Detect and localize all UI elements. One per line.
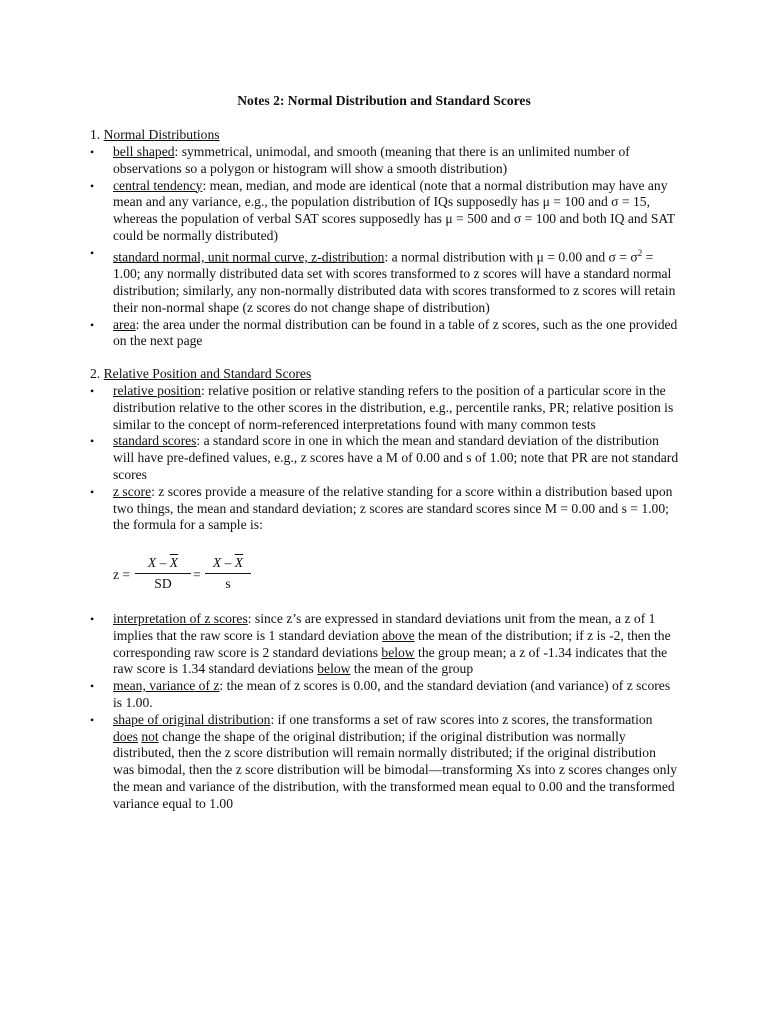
- definition: : z scores provide a measure of the relative standing for a score within a distribution based upon two things, the mean and standard deviation; z scores are standard scores since M = 0.00 and s = 1.00; the formula for a sample is:: [113, 483, 673, 533]
- bullet-icon: •: [90, 434, 95, 449]
- definition: : a standard score in one in which the mean and standard deviation of the distribution will have pre-defined values, e.g., z scores have a M of 0.00 and s of 1.00; note that PR are not standard scores: [113, 433, 679, 482]
- definition-continued: the group mean; a z of -1.34 indicates that the raw score is 1.34 standard deviations: [113, 644, 668, 677]
- bullet-list-relative-position: [90, 383, 680, 534]
- superscript: 2: [637, 247, 643, 258]
- formula-numerator: [205, 555, 251, 574]
- formula-minus: –: [221, 555, 235, 570]
- bullet-list-normal-distributions: [90, 144, 680, 350]
- emphasis: not: [141, 728, 159, 744]
- page-title: Notes 2: Normal Distribution and Standard Scores: [237, 93, 531, 108]
- definition-continued: the mean of the distribution; if z is -2, then the corresponding raw score is 2 standard deviations: [113, 627, 671, 660]
- term: shape of original distribution: [113, 711, 271, 727]
- formula-fraction-sd: [135, 555, 191, 593]
- bullet-icon: •: [90, 245, 95, 260]
- list-item: [90, 178, 680, 245]
- bullet-list-z-interpretation: [90, 611, 680, 813]
- bullet-icon: •: [90, 384, 95, 398]
- bullet-icon: •: [90, 178, 95, 193]
- term: z score: [113, 483, 152, 499]
- definition-continued: change the shape of the original distribution; if the original distribution was normally distributed, then the z score distribution will remain normally distributed; if the original distribution was bimodal, then the z score distribution will be bimodal—transforming Xs into z scores changes only the mean and variance of the distribution, with the transformed mean equal to 0.00 and the transformed variance equal to 1.00: [113, 728, 678, 811]
- formula-x: X: [212, 555, 222, 570]
- z-score-formula: [113, 555, 253, 595]
- list-item: [90, 245, 680, 317]
- formula-equals: =: [193, 567, 201, 582]
- formula-xbar: $\overline{X}$: [169, 555, 179, 570]
- term: bell shaped: [113, 144, 175, 159]
- section-heading-relative-position: [90, 366, 311, 383]
- formula-denominator: s: [225, 575, 231, 591]
- formula-numerator: [135, 555, 191, 574]
- emphasis: below: [381, 644, 415, 660]
- bullet-icon: •: [90, 712, 95, 727]
- definition: : since z’s are expressed in standard deviations unit from the mean, a z of 1 implies that the raw score is 1 standard deviation: [113, 611, 656, 643]
- section-number: 1.: [90, 127, 101, 142]
- formula-lhs: z =: [113, 567, 131, 582]
- term: area: [113, 316, 136, 332]
- list-item: [90, 712, 680, 813]
- section-title: Normal Distributions: [103, 127, 220, 142]
- definition: : mean, median, and mode are identical (note that a normal distribution may have any mean and any variance, e.g., the population distribution of IQs supposedly has μ = 100 and σ = 15, whereas the population of verbal SAT scores supposedly has μ = 500 and σ = 100 and both IQ and SAT could be normally distributed): [113, 177, 675, 243]
- list-item: [90, 433, 680, 483]
- list-item: [90, 484, 680, 534]
- emphasis: above: [382, 627, 415, 643]
- bullet-icon: •: [90, 145, 95, 159]
- list-item: [90, 317, 680, 351]
- bullet-icon: •: [90, 484, 95, 499]
- definition-continued: = 1.00; any normally distributed data set with scores transformed to z scores will have a standard normal distribution; similarly, any non-normally distributed data with scores transformed to z scores will retain their non-normal shape (z scores do not change shape of distribution): [113, 249, 676, 315]
- term: interpretation of z scores: [113, 611, 248, 626]
- list-item: [90, 678, 680, 712]
- definition: : a normal distribution with μ = 0.00 and σ = σ: [384, 249, 638, 265]
- definition: : the area under the normal distribution can be found in a table of z scores, such as the one provided on the next page: [113, 316, 678, 349]
- emphasis: does: [113, 728, 138, 744]
- term: standard scores: [113, 433, 197, 449]
- formula-x: X: [147, 555, 157, 570]
- term: relative position: [113, 383, 201, 398]
- emphasis: below: [317, 661, 351, 677]
- formula-denominator: SD: [154, 575, 172, 591]
- bullet-icon: •: [90, 612, 95, 626]
- bullet-icon: •: [90, 317, 95, 332]
- formula-xbar: $\overline{X}$: [234, 555, 244, 570]
- formula-fraction-s: [205, 555, 251, 593]
- definition: : the mean of z scores is 0.00, and the standard deviation (and variance) of z scores is 1.00.: [113, 678, 671, 710]
- section-title: Relative Position and Standard Scores: [103, 366, 312, 381]
- section-heading-normal-distributions: [90, 127, 220, 144]
- list-item: [90, 383, 680, 433]
- list-item: [90, 611, 680, 678]
- term: mean, variance of z: [113, 678, 220, 694]
- definition: : relative position or relative standing refers to the position of a particular score in the distribution relative to the other scores in the distribution, e.g., percentile ranks, PR; relative position is similar to the concept of norm-referenced interpretations found with many common tests: [113, 383, 674, 432]
- definition: : symmetrical, unimodal, and smooth (meaning that there is an unlimited number of observations so a polygon or histogram will show a smooth distribution): [113, 144, 630, 176]
- formula-minus: –: [156, 555, 170, 570]
- section-number: 2.: [90, 366, 101, 381]
- definition: : if one transforms a set of raw scores into z scores, the transformation: [270, 711, 653, 727]
- term: standard normal, unit normal curve, z-distribution: [113, 249, 385, 265]
- term: central tendency: [113, 177, 203, 193]
- definition-continued: the mean of the group: [350, 661, 474, 677]
- bullet-icon: •: [90, 679, 95, 694]
- list-item: [90, 144, 680, 178]
